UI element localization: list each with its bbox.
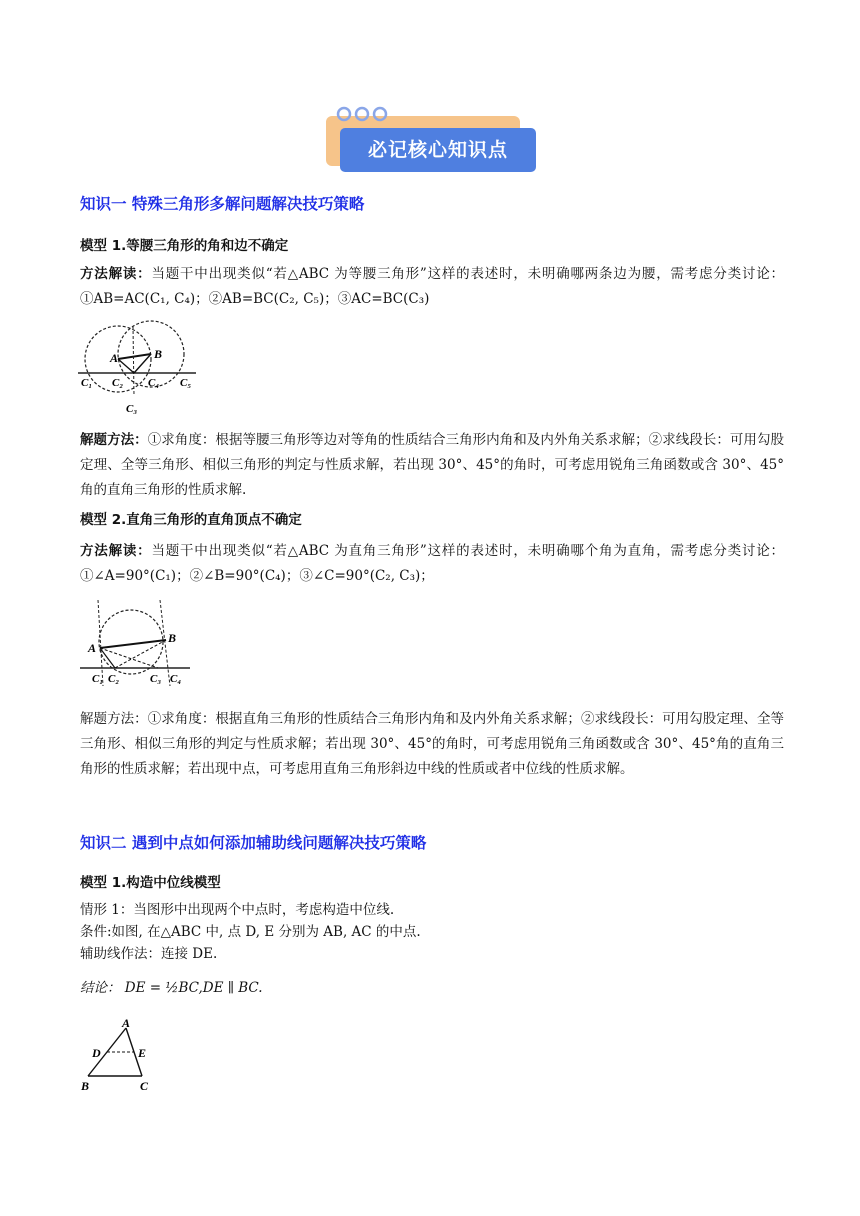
- model1-method: [80, 262, 784, 312]
- section-banner: [326, 104, 536, 176]
- fig3-label-c: C: [140, 1079, 149, 1092]
- midline-line2: 条件:如图, 在△ABC 中, 点 D, E 分别为 AB, AC 的中点.: [80, 924, 421, 940]
- banner-title: 必记核心知识点: [340, 128, 536, 172]
- section1-title: 知识一 特殊三角形多解问题解决技巧策略: [80, 195, 365, 213]
- midline-line3: 辅助线作法：连接 DE.: [80, 946, 218, 962]
- method-text-2: 当题干中出现类似“若△ABC 为直角三角形”这样的表述时，未明确哪个角为直角，需考虑分类讨论：①∠A=90°(C₁)；②∠B=90°(C₄)；③∠C=90°(C₂, C₃)；: [80, 543, 784, 584]
- midline-line1: 情形 1：当图形中出现两个中点时，考虑构造中位线.: [80, 902, 395, 918]
- section2-title: 知识二 遇到中点如何添加辅助线问题解决技巧策略: [80, 834, 427, 852]
- method-label-2: 方法解读：: [80, 543, 152, 559]
- midline-figure: [78, 1016, 162, 1092]
- fig2-label-c4: C₄: [170, 673, 182, 685]
- midline-conclusion: 结论： DE = ½BC,DE ∥ BC.: [80, 980, 263, 996]
- fig2-label-a: A: [88, 641, 97, 655]
- fig3-label-b: B: [81, 1079, 90, 1092]
- fig2-label-c2: C₂: [108, 673, 120, 685]
- solve-text: ①求角度：根据等腰三角形等边对等角的性质结合三角形内角和及内外角关系求解；②求线段长：可用勾股定理、全等三角形、相似三角形的判定与性质求解，若出现 30°、45°的角时，可考虑用锐角三角函数或含 30°、45°角的直角三角形的性质求解.: [80, 432, 785, 498]
- right-triangle-figure: [78, 596, 196, 696]
- solve-label: 解题方法：: [80, 432, 148, 448]
- fig3-label-e: E: [138, 1046, 147, 1060]
- fig1-label-c2: C₂: [112, 377, 124, 389]
- fig1-label-c1: C₁: [81, 377, 93, 389]
- fig2-label-c3: C₃: [150, 673, 162, 685]
- ring-icon: [334, 104, 394, 124]
- fig2-label-b: B: [168, 631, 177, 645]
- model2-solve: 解题方法：①求角度：根据直角三角形的性质结合三角形内角和及内外角关系求解；②求线段长：可用勾股定理、全等三角形、相似三角形的判定与性质求解；若出现 30°、45°的角时，可考虑用锐角三角函数或含 30°、45°角的直角三角形的性质求解；若出现中点，可考虑用直角三角形斜边中线的性质或者中位线的性质求解。: [80, 711, 784, 777]
- fig1-label-b: B: [154, 347, 163, 361]
- fig1-label-c3: C₃: [126, 403, 138, 415]
- model2-title: 模型 2.直角三角形的直角顶点不确定: [80, 512, 302, 528]
- model1-solve: [80, 428, 784, 503]
- model2-method: [80, 539, 784, 589]
- fig3-label-d: D: [92, 1046, 101, 1060]
- section2-model1-title: 模型 1.构造中位线模型: [80, 875, 221, 891]
- model1-title: 模型 1.等腰三角形的角和边不确定: [80, 238, 289, 254]
- fig2-label-c1: C₁: [92, 673, 104, 685]
- fig1-label-a: A: [110, 351, 119, 365]
- fig1-label-c5: C₅: [180, 377, 192, 389]
- fig1-label-c4: C₄: [148, 377, 160, 389]
- isosceles-figure: [76, 316, 202, 416]
- fig3-label-a: A: [122, 1016, 131, 1030]
- method-text: 当题干中出现类似“若△ABC 为等腰三角形”这样的表述时，未明确哪两条边为腰，需考虑分类讨论：①AB=AC(C₁, C₄)；②AB=BC(C₂, C₅)；③AC=BC(C₃): [80, 266, 784, 307]
- method-label: 方法解读：: [80, 266, 152, 282]
